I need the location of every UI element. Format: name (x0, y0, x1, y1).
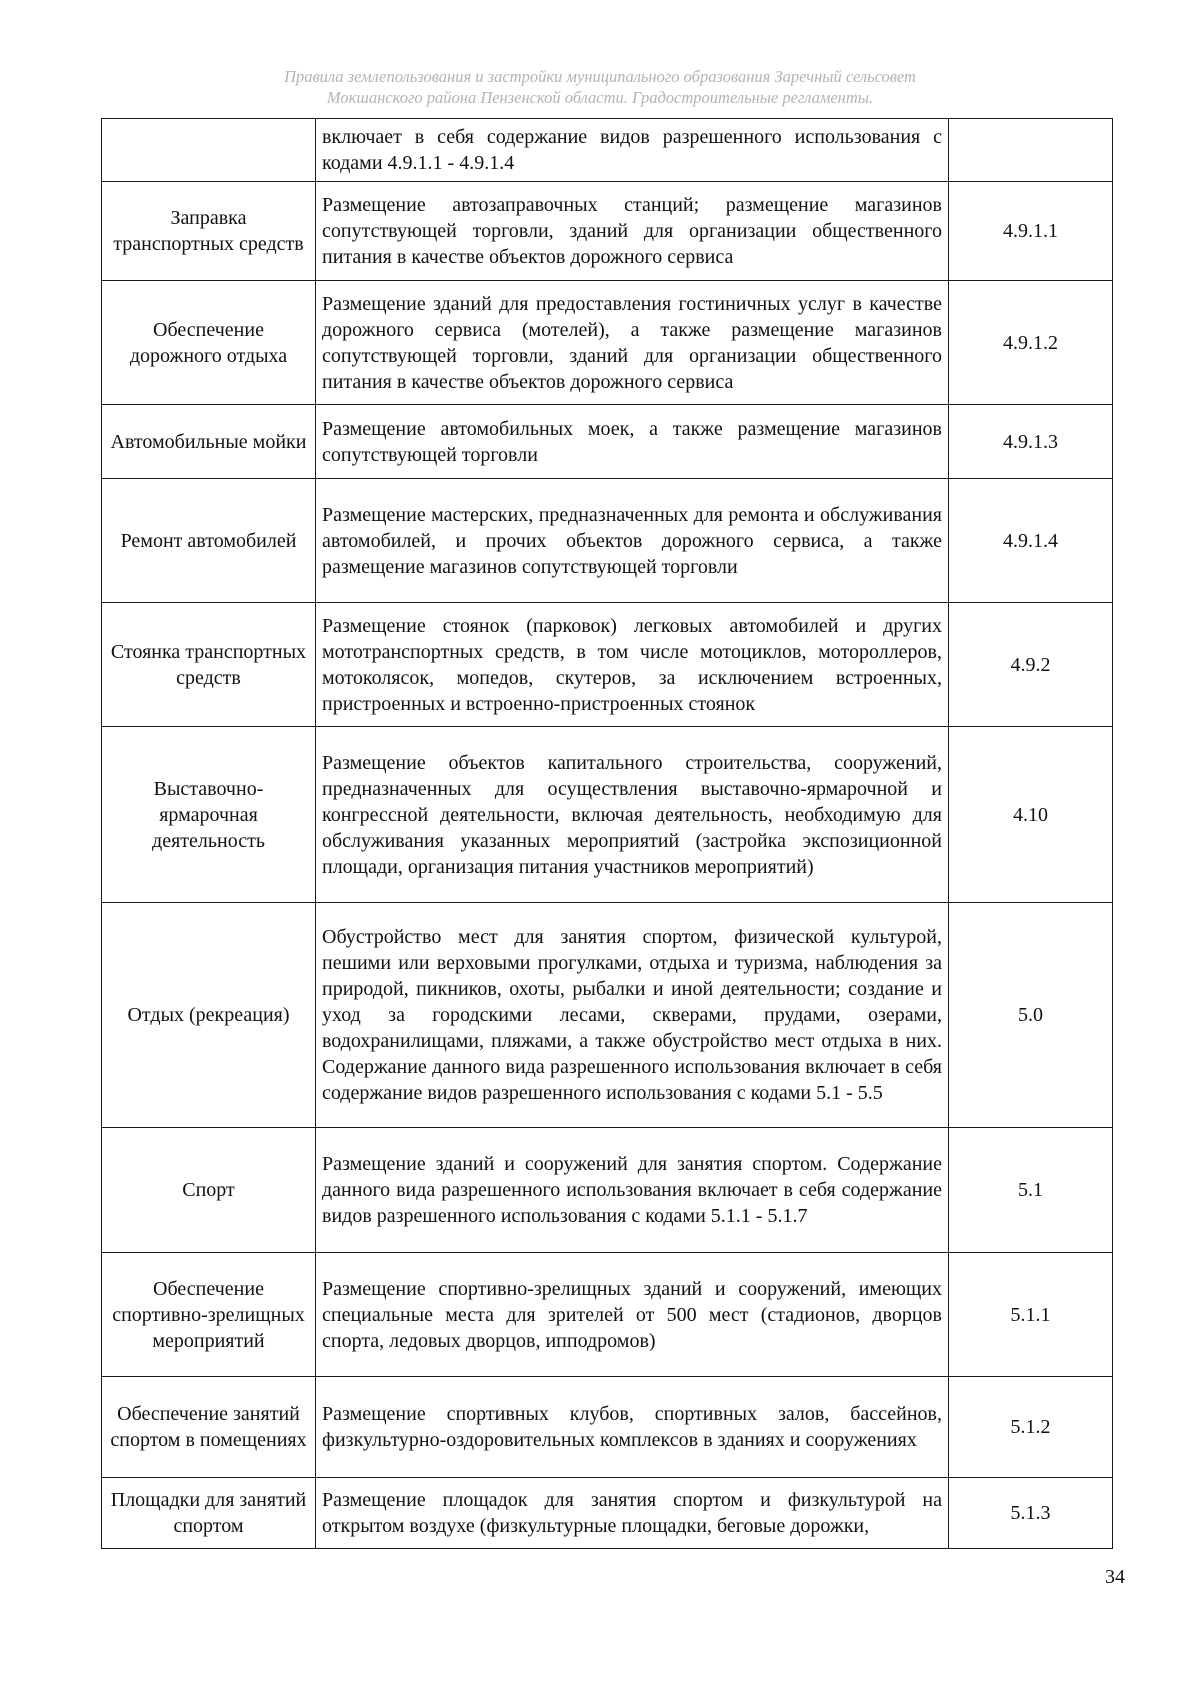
table-row (102, 182, 1113, 281)
use-name: Ремонт автомобилей (102, 479, 316, 603)
page-number: 34 (1105, 1566, 1125, 1588)
header-line-2: Мокшанского района Пензенской области. Градостроительные регламенты. (326, 88, 874, 107)
use-name: Обеспечение дорожного отдыха (102, 281, 316, 405)
use-description: Размещение спортивно-зрелищных зданий и сооружений, имеющих специальные места для зрителей от 500 мест (стадионов, дворцов спорта, ледовых дворцов, ипподромов) (316, 1253, 949, 1377)
use-name: Автомобильные мойки (102, 405, 316, 479)
use-name: Стоянка транспортных средств (102, 603, 316, 727)
use-name: Обеспечение занятий спортом в помещениях (102, 1377, 316, 1478)
use-code: 5.1.1 (949, 1253, 1113, 1377)
use-description: Размещение зданий и сооружений для занятия спортом. Содержание данного вида разрешенного использования включает в себя содержание видов разрешенного использования с кодами 5.1.1 - 5.1.7 (316, 1128, 949, 1253)
use-name: Обеспечение спортивно-зрелищных мероприятий (102, 1253, 316, 1377)
use-name (102, 119, 316, 182)
use-code: 4.9.1.3 (949, 405, 1113, 479)
use-code: 4.9.1.4 (949, 479, 1113, 603)
use-description: Размещение спортивных клубов, спортивных залов, бассейнов, физкультурно-оздоровительных комплексов в зданиях и сооружениях (316, 1377, 949, 1478)
table-row (102, 405, 1113, 479)
use-description: Размещение зданий для предоставления гостиничных услуг в качестве дорожного сервиса (мотелей), а также размещение магазинов сопутствующей торговли, зданий для организации общественного питания в качестве объектов дорожного сервиса (316, 281, 949, 405)
use-code: 5.1.2 (949, 1377, 1113, 1478)
use-description: Размещение мастерских, предназначенных для ремонта и обслуживания автомобилей, и прочих объектов дорожного сервиса, а также размещение магазинов сопутствующей торговли (316, 479, 949, 603)
table-row (102, 1377, 1113, 1478)
use-description: Размещение объектов капитального строительства, сооружений, предназначенных для осуществления выставочно-ярмарочной и конгрессной деятельности, включая деятельность, необходимую для обслуживания указанных мероприятий (застройка экспозиционной площади, организация питания участников мероприятий) (316, 727, 949, 903)
use-code: 5.0 (949, 903, 1113, 1128)
use-code (949, 119, 1113, 182)
use-code: 5.1.3 (949, 1478, 1113, 1549)
page-header (0, 66, 1200, 108)
table-row (102, 119, 1113, 182)
use-description: Размещение автомобильных моек, а также размещение магазинов сопутствующей торговли (316, 405, 949, 479)
use-name: Выставочно-ярмарочная деятельность (102, 727, 316, 903)
table-row (102, 903, 1113, 1128)
use-code: 4.10 (949, 727, 1113, 903)
use-name: Заправка транспортных средств (102, 182, 316, 281)
table-row (102, 603, 1113, 727)
table-row (102, 281, 1113, 405)
use-code: 5.1 (949, 1128, 1113, 1253)
use-description: Размещение автозаправочных станций; размещение магазинов сопутствующей торговли, зданий для организации общественного питания в качестве объектов дорожного сервиса (316, 182, 949, 281)
table-row (102, 1128, 1113, 1253)
use-description: Размещение стоянок (парковок) легковых автомобилей и других мототранспортных средств, в том числе мотоциклов, мотороллеров, мотоколясок, мопедов, скутеров, за исключением встроенных, пристроенных и встроенно-пристроенных стоянок (316, 603, 949, 727)
table-row (102, 1253, 1113, 1377)
use-code: 4.9.2 (949, 603, 1113, 727)
use-description: Размещение площадок для занятия спортом и физкультурой на открытом воздухе (физкультурные площадки, беговые дорожки, (316, 1478, 949, 1549)
use-code: 4.9.1.1 (949, 182, 1113, 281)
table-row (102, 727, 1113, 903)
land-use-table (101, 118, 1113, 1549)
table-row (102, 1478, 1113, 1549)
use-name: Площадки для занятий спортом (102, 1478, 316, 1549)
use-code: 4.9.1.2 (949, 281, 1113, 405)
use-name: Отдых (рекреация) (102, 903, 316, 1128)
table-row (102, 479, 1113, 603)
use-description: Обустройство мест для занятия спортом, физической культурой, пешими или верховыми прогулками, отдыха и туризма, наблюдения за природой, пикников, охоты, рыбалки и иной деятельности; создание и уход за городскими лесами, скверами, прудами, озерами, водохранилищами, пляжами, а также обустройство мест отдыха в них. Содержание данного вида разрешенного использования включает в себя содержание видов разрешенного использования с кодами 5.1 - 5.5 (316, 903, 949, 1128)
use-description: включает в себя содержание видов разрешенного использования с кодами 4.9.1.1 - 4.9.1.4 (316, 119, 949, 182)
header-line-1: Правила землепользования и застройки муниципального образования Заречный сельсовет (284, 67, 916, 86)
use-name: Спорт (102, 1128, 316, 1253)
